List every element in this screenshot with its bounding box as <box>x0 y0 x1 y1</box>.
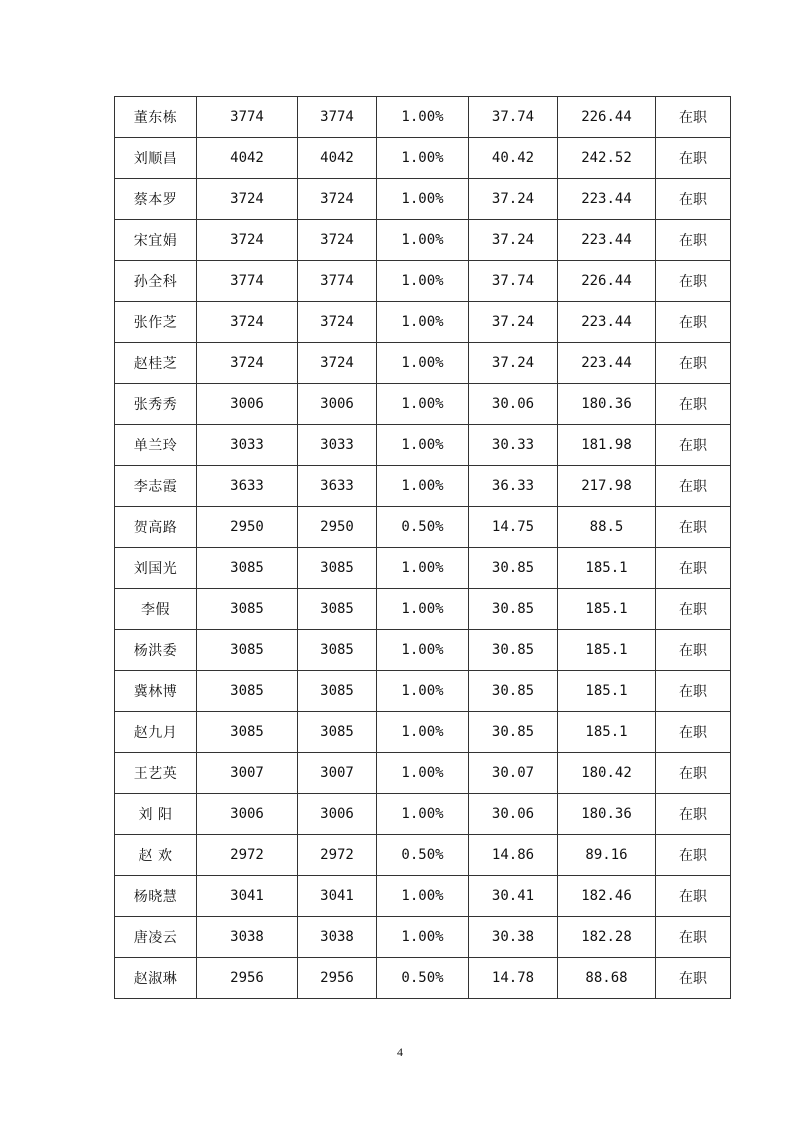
rate-cell: 1.00% <box>377 179 469 220</box>
rate-cell: 1.00% <box>377 589 469 630</box>
base-cell: 2972 <box>197 835 298 876</box>
status-cell: 在职 <box>656 794 731 835</box>
rate-cell: 1.00% <box>377 97 469 138</box>
status-cell: 在职 <box>656 220 731 261</box>
total-cell: 242.52 <box>558 138 656 179</box>
table-row <box>115 179 731 220</box>
base2-cell: 3033 <box>298 425 377 466</box>
table-row <box>115 712 731 753</box>
amount-cell: 36.33 <box>469 466 558 507</box>
total-cell: 88.5 <box>558 507 656 548</box>
base-cell: 3007 <box>197 753 298 794</box>
status-cell: 在职 <box>656 179 731 220</box>
rate-cell: 1.00% <box>377 384 469 425</box>
name-cell: 刘 阳 <box>115 794 197 835</box>
table-row <box>115 835 731 876</box>
table-row <box>115 753 731 794</box>
base2-cell: 2956 <box>298 958 377 999</box>
name-cell: 杨晓慧 <box>115 876 197 917</box>
status-cell: 在职 <box>656 958 731 999</box>
name-cell: 张秀秀 <box>115 384 197 425</box>
base2-cell: 3724 <box>298 220 377 261</box>
base-cell: 3006 <box>197 384 298 425</box>
base2-cell: 4042 <box>298 138 377 179</box>
base-cell: 3085 <box>197 671 298 712</box>
status-cell: 在职 <box>656 138 731 179</box>
name-cell: 刘顺昌 <box>115 138 197 179</box>
name-cell: 赵淑琳 <box>115 958 197 999</box>
name-cell: 宋宜娟 <box>115 220 197 261</box>
name-cell: 董东栋 <box>115 97 197 138</box>
rate-cell: 1.00% <box>377 630 469 671</box>
name-cell: 蔡本罗 <box>115 179 197 220</box>
amount-cell: 30.33 <box>469 425 558 466</box>
base-cell: 4042 <box>197 138 298 179</box>
total-cell: 223.44 <box>558 302 656 343</box>
base2-cell: 2972 <box>298 835 377 876</box>
rate-cell: 1.00% <box>377 220 469 261</box>
amount-cell: 30.85 <box>469 630 558 671</box>
base2-cell: 3006 <box>298 794 377 835</box>
total-cell: 180.36 <box>558 384 656 425</box>
base2-cell: 2950 <box>298 507 377 548</box>
total-cell: 185.1 <box>558 589 656 630</box>
status-cell: 在职 <box>656 917 731 958</box>
status-cell: 在职 <box>656 671 731 712</box>
status-cell: 在职 <box>656 425 731 466</box>
table-row <box>115 794 731 835</box>
table-row <box>115 97 731 138</box>
table-row <box>115 917 731 958</box>
amount-cell: 40.42 <box>469 138 558 179</box>
amount-cell: 30.06 <box>469 794 558 835</box>
base-cell: 3724 <box>197 179 298 220</box>
base-cell: 3085 <box>197 712 298 753</box>
base2-cell: 3007 <box>298 753 377 794</box>
rate-cell: 1.00% <box>377 671 469 712</box>
rate-cell: 0.50% <box>377 507 469 548</box>
table-row <box>115 261 731 302</box>
total-cell: 223.44 <box>558 179 656 220</box>
total-cell: 217.98 <box>558 466 656 507</box>
base2-cell: 3774 <box>298 97 377 138</box>
amount-cell: 30.06 <box>469 384 558 425</box>
base2-cell: 3006 <box>298 384 377 425</box>
name-cell: 冀林博 <box>115 671 197 712</box>
total-cell: 185.1 <box>558 671 656 712</box>
total-cell: 185.1 <box>558 548 656 589</box>
status-cell: 在职 <box>656 835 731 876</box>
rate-cell: 1.00% <box>377 548 469 589</box>
rate-cell: 1.00% <box>377 466 469 507</box>
status-cell: 在职 <box>656 507 731 548</box>
amount-cell: 37.24 <box>469 343 558 384</box>
table-row <box>115 425 731 466</box>
base-cell: 3633 <box>197 466 298 507</box>
rate-cell: 1.00% <box>377 794 469 835</box>
table-row <box>115 138 731 179</box>
table-row <box>115 507 731 548</box>
name-cell: 赵九月 <box>115 712 197 753</box>
amount-cell: 14.86 <box>469 835 558 876</box>
base-cell: 3085 <box>197 548 298 589</box>
name-cell: 孙全科 <box>115 261 197 302</box>
name-cell: 李志霞 <box>115 466 197 507</box>
base2-cell: 3774 <box>298 261 377 302</box>
base-cell: 3724 <box>197 343 298 384</box>
total-cell: 89.16 <box>558 835 656 876</box>
amount-cell: 30.85 <box>469 712 558 753</box>
rate-cell: 1.00% <box>377 753 469 794</box>
total-cell: 182.46 <box>558 876 656 917</box>
table-row <box>115 343 731 384</box>
amount-cell: 30.41 <box>469 876 558 917</box>
total-cell: 223.44 <box>558 220 656 261</box>
status-cell: 在职 <box>656 876 731 917</box>
name-cell: 杨洪委 <box>115 630 197 671</box>
total-cell: 88.68 <box>558 958 656 999</box>
name-cell: 张作芝 <box>115 302 197 343</box>
table-row <box>115 302 731 343</box>
rate-cell: 1.00% <box>377 138 469 179</box>
base2-cell: 3085 <box>298 671 377 712</box>
status-cell: 在职 <box>656 630 731 671</box>
base2-cell: 3085 <box>298 548 377 589</box>
employee-table <box>114 96 731 999</box>
rate-cell: 1.00% <box>377 425 469 466</box>
status-cell: 在职 <box>656 97 731 138</box>
amount-cell: 14.75 <box>469 507 558 548</box>
base-cell: 3006 <box>197 794 298 835</box>
base2-cell: 3038 <box>298 917 377 958</box>
amount-cell: 37.74 <box>469 97 558 138</box>
status-cell: 在职 <box>656 302 731 343</box>
base-cell: 2956 <box>197 958 298 999</box>
rate-cell: 0.50% <box>377 958 469 999</box>
amount-cell: 30.85 <box>469 548 558 589</box>
table-row <box>115 671 731 712</box>
total-cell: 185.1 <box>558 630 656 671</box>
base-cell: 3724 <box>197 302 298 343</box>
status-cell: 在职 <box>656 712 731 753</box>
name-cell: 刘国光 <box>115 548 197 589</box>
base-cell: 3774 <box>197 261 298 302</box>
total-cell: 180.42 <box>558 753 656 794</box>
base2-cell: 3085 <box>298 712 377 753</box>
table-row <box>115 384 731 425</box>
table-row <box>115 466 731 507</box>
rate-cell: 1.00% <box>377 712 469 753</box>
rate-cell: 1.00% <box>377 302 469 343</box>
table-row <box>115 220 731 261</box>
amount-cell: 30.07 <box>469 753 558 794</box>
base-cell: 3033 <box>197 425 298 466</box>
status-cell: 在职 <box>656 548 731 589</box>
base-cell: 3085 <box>197 630 298 671</box>
name-cell: 赵 欢 <box>115 835 197 876</box>
amount-cell: 37.74 <box>469 261 558 302</box>
total-cell: 226.44 <box>558 97 656 138</box>
status-cell: 在职 <box>656 589 731 630</box>
total-cell: 181.98 <box>558 425 656 466</box>
amount-cell: 30.85 <box>469 589 558 630</box>
amount-cell: 30.85 <box>469 671 558 712</box>
base-cell: 3041 <box>197 876 298 917</box>
status-cell: 在职 <box>656 261 731 302</box>
table-row <box>115 876 731 917</box>
status-cell: 在职 <box>656 466 731 507</box>
total-cell: 180.36 <box>558 794 656 835</box>
table-row <box>115 548 731 589</box>
name-cell: 李假 <box>115 589 197 630</box>
total-cell: 182.28 <box>558 917 656 958</box>
status-cell: 在职 <box>656 384 731 425</box>
table-body <box>115 97 731 999</box>
base-cell: 3038 <box>197 917 298 958</box>
table-row <box>115 630 731 671</box>
rate-cell: 0.50% <box>377 835 469 876</box>
amount-cell: 37.24 <box>469 302 558 343</box>
amount-cell: 30.38 <box>469 917 558 958</box>
table-row <box>115 958 731 999</box>
total-cell: 226.44 <box>558 261 656 302</box>
rate-cell: 1.00% <box>377 343 469 384</box>
rate-cell: 1.00% <box>377 917 469 958</box>
base-cell: 3085 <box>197 589 298 630</box>
amount-cell: 14.78 <box>469 958 558 999</box>
table-row <box>115 589 731 630</box>
base-cell: 3724 <box>197 220 298 261</box>
page-number: 4 <box>397 1045 403 1059</box>
base2-cell: 3041 <box>298 876 377 917</box>
base-cell: 3774 <box>197 97 298 138</box>
base2-cell: 3724 <box>298 179 377 220</box>
name-cell: 唐凌云 <box>115 917 197 958</box>
name-cell: 王艺英 <box>115 753 197 794</box>
name-cell: 单兰玲 <box>115 425 197 466</box>
rate-cell: 1.00% <box>377 261 469 302</box>
base2-cell: 3724 <box>298 302 377 343</box>
base-cell: 2950 <box>197 507 298 548</box>
total-cell: 185.1 <box>558 712 656 753</box>
amount-cell: 37.24 <box>469 220 558 261</box>
base2-cell: 3633 <box>298 466 377 507</box>
base2-cell: 3085 <box>298 630 377 671</box>
status-cell: 在职 <box>656 753 731 794</box>
base2-cell: 3724 <box>298 343 377 384</box>
base2-cell: 3085 <box>298 589 377 630</box>
total-cell: 223.44 <box>558 343 656 384</box>
amount-cell: 37.24 <box>469 179 558 220</box>
name-cell: 贺高路 <box>115 507 197 548</box>
name-cell: 赵桂芝 <box>115 343 197 384</box>
rate-cell: 1.00% <box>377 876 469 917</box>
status-cell: 在职 <box>656 343 731 384</box>
